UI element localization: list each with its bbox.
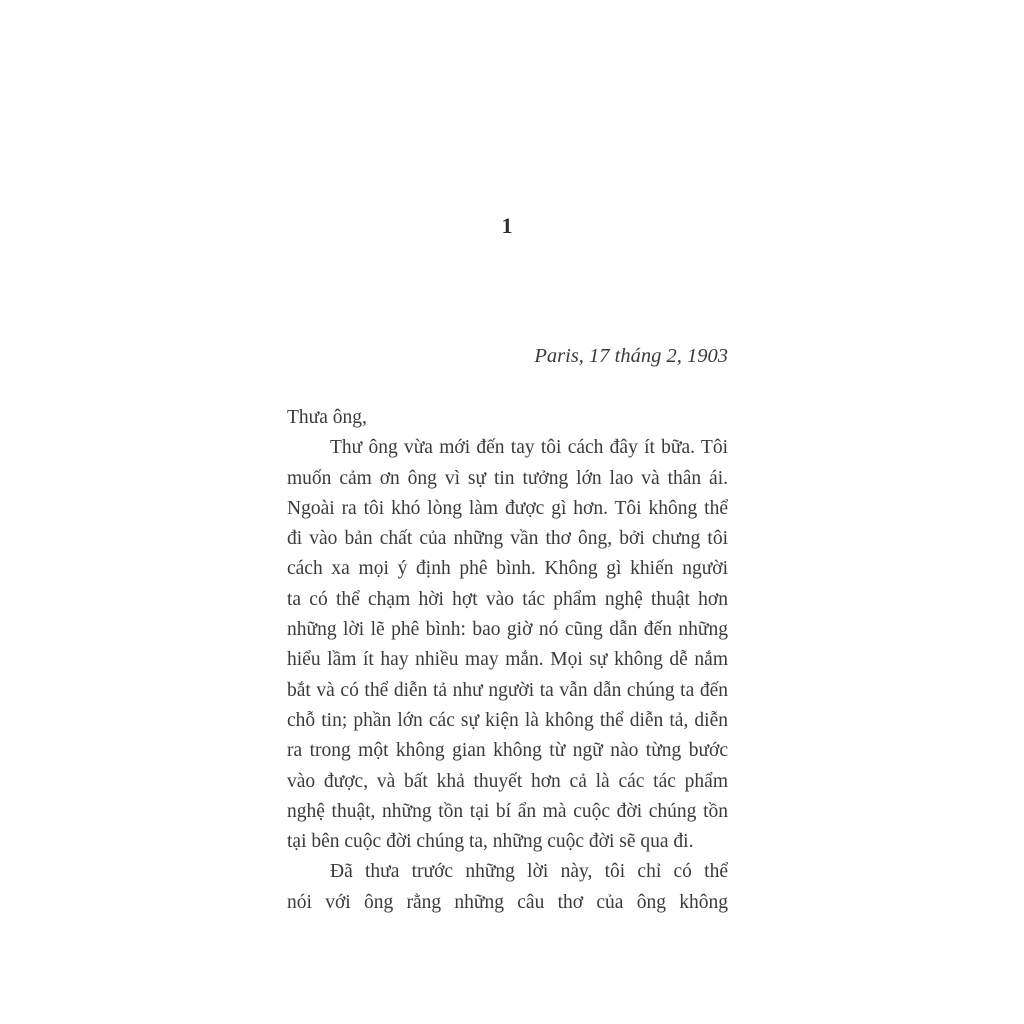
chapter-number: 1	[501, 213, 513, 238]
paragraph-1-line: ra trong một không gian không từ ngữ nào từng bước	[287, 740, 728, 762]
paragraph-1-line: hiểu lầm ít hay nhiều may mắn. Mọi sự không dễ nắm	[287, 649, 728, 671]
paragraph-1-line: những lời lẽ phê bình: bao giờ nó cũng dẫn đến những	[287, 619, 728, 641]
paragraph-1-line: bắt và có thể diễn tả như người ta vẫn dẫn chúng ta đến	[287, 679, 728, 701]
paragraph-1-line: ta có thể chạm hời hợt vào tác phẩm nghệ thuật hơn	[287, 588, 728, 610]
paragraph-1-line: Ngoài ra tôi khó lòng làm được gì hơn. Tôi không thể	[287, 497, 728, 519]
paragraph-1-line: nghệ thuật, những tồn tại bí ẩn mà cuộc đời chúng tồn	[287, 800, 728, 822]
letter-body	[287, 403, 728, 918]
paragraph-1-line: Thư ông vừa mới đến tay tôi cách đây ít bữa. Tôi	[330, 437, 728, 459]
salutation: Thưa ông,	[287, 407, 367, 428]
paragraph-2-line: nói với ông rằng những câu thơ của ông không	[287, 891, 728, 913]
paragraph-1-line: đi vào bản chất của những vần thơ ông, bởi chưng tôi	[287, 528, 728, 550]
paragraph-1-line: vào được, và bất khả thuyết hơn cả là các tác phẩm	[287, 770, 728, 792]
paragraph-1-line: muốn cảm ơn ông vì sự tin tưởng lớn lao và thân ái.	[287, 467, 728, 489]
paragraph-1-line: tại bên cuộc đời chúng ta, những cuộc đời sẽ qua đi.	[287, 831, 694, 853]
paragraph-1-line: cách xa mọi ý định phê bình. Không gì khiến người	[287, 558, 728, 580]
paragraph-1-line: chỗ tin; phần lớn các sự kiện là không thể diễn tả, diễn	[287, 709, 728, 731]
paragraph-2-line: Đã thưa trước những lời này, tôi chỉ có thể	[330, 861, 728, 883]
letter-dateline: Paris, 17 tháng 2, 1903	[534, 345, 728, 367]
